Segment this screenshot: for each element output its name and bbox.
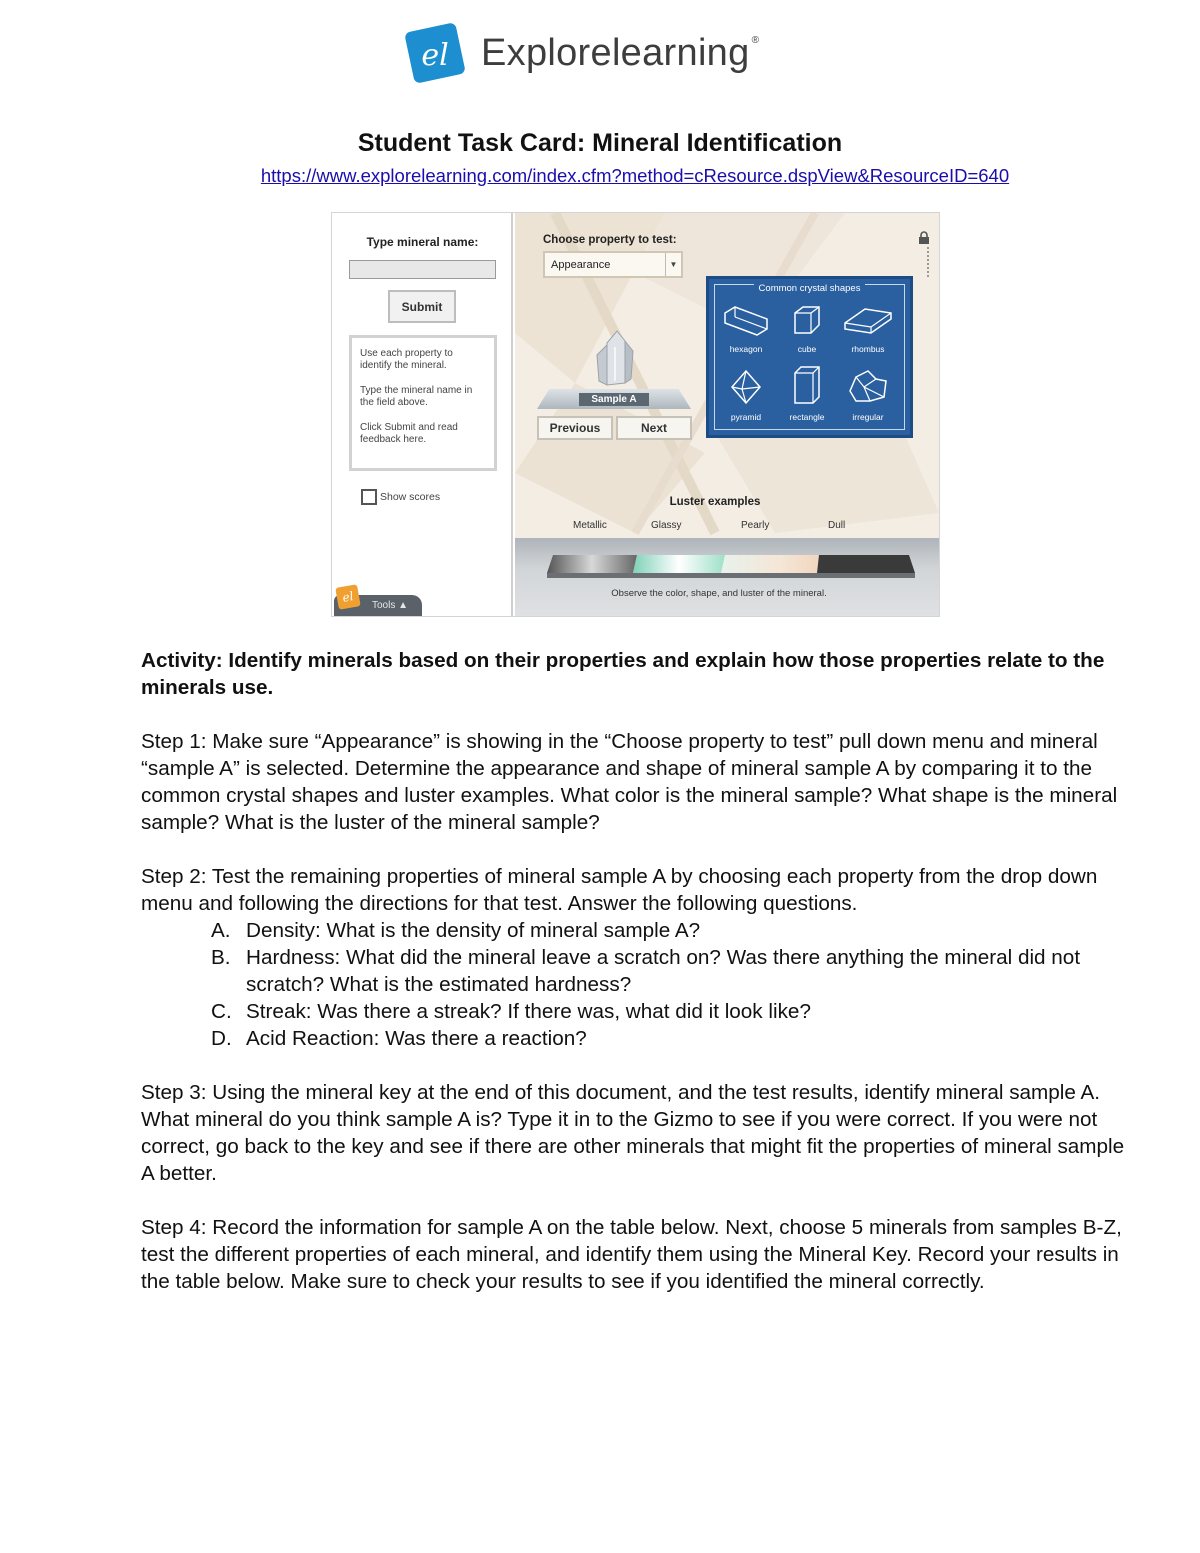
feedback-line: Type the mineral name in the field above. <box>360 385 473 408</box>
svg-text:el: el <box>421 38 449 73</box>
shape-rhombus: rhombus <box>837 303 899 354</box>
el-badge-icon: el <box>335 584 360 609</box>
checkbox-icon[interactable] <box>361 489 377 505</box>
show-scores-checkbox[interactable] <box>361 489 440 505</box>
shape-irregular: irregular <box>837 367 899 422</box>
step-3-text: Step 3: Using the mineral key at the end of this document, and the test results, identify mineral sample A. What mineral do you think sample A is? Type it in to the Gizmo to see if you were correct. If you were not correct, go back to the key and see if there are other minerals that might fit the properties of mineral sample A better. <box>141 1081 1125 1185</box>
crystal-shapes-title: Common crystal shapes <box>709 283 910 294</box>
list-item: C. Streak: Was there a streak? If there was, what did it look like? <box>211 1000 811 1023</box>
property-label: Choose property to test: <box>543 234 677 246</box>
resource-link[interactable]: https://www.explorelearning.com/index.cfm?method=cResource.dspView&ResourceID=640 <box>260 165 1010 186</box>
irregular-shape-icon <box>846 367 890 405</box>
feedback-line: Click Submit and read feedback here. <box>360 422 458 445</box>
shape-cube: cube <box>776 303 838 354</box>
luster-label-metallic: Metallic <box>573 520 607 531</box>
dropdown-arrow-icon[interactable]: ▼ <box>665 253 681 276</box>
rhombus-icon <box>841 303 895 337</box>
luster-label-glassy: Glassy <box>651 520 682 531</box>
pyramid-icon <box>728 369 764 405</box>
next-button[interactable]: Next <box>616 416 692 440</box>
luster-label-dull: Dull <box>828 520 846 531</box>
property-selected: Appearance <box>551 259 611 271</box>
luster-label-pearly: Pearly <box>741 520 770 531</box>
logo-wordmark: Explorelearning ® <box>481 31 760 74</box>
step-4-text: Step 4: Record the information for sample A on the table below. Next, choose 5 minerals from samples B-Z, test the different properties of each mineral, and identify them using the Mineral Key. Record your results in the table below. Make sure to check your results to see if you identified the mineral correctly. <box>141 1216 1122 1293</box>
gizmo-caption: Observe the color, shape, and luster of the mineral. <box>611 588 827 599</box>
gizmo-screenshot <box>331 212 940 617</box>
crystal-shapes-panel <box>706 276 913 438</box>
type-mineral-label: Type mineral name: <box>366 235 479 249</box>
luster-title: Luster examples <box>669 496 761 508</box>
lock-icon[interactable] <box>917 231 931 245</box>
cube-icon <box>789 303 825 337</box>
shape-rectangle: rectangle <box>776 365 838 422</box>
property-dropdown[interactable] <box>543 251 683 278</box>
tools-label: Tools ▲ <box>372 600 409 611</box>
activity-heading: Activity: Identify minerals based on their properties and explain how those properties relate to the minerals use. <box>141 649 1105 699</box>
list-item: D. Acid Reaction: Was there a reaction? <box>211 1027 587 1050</box>
page-title: Student Task Card: Mineral Identification <box>357 129 843 157</box>
feedback-line: Use each property to identify the mineral. <box>360 348 453 371</box>
explorelearning-logo <box>403 20 759 86</box>
step-2-question-list <box>211 917 1141 1052</box>
show-scores-label: Show scores <box>380 491 441 503</box>
gizmo-main-area <box>515 213 939 616</box>
list-item: B. Hardness: What did the mineral leave a scratch on? Was there anything the mineral did not scratch? What is the estimated hardness? <box>211 946 1081 996</box>
list-item: A. Density: What is the density of mineral sample A? <box>211 919 701 942</box>
shape-hexagon: hexagon <box>715 303 777 354</box>
previous-button[interactable]: Previous <box>537 416 613 440</box>
step-2-text: Step 2: Test the remaining properties of mineral sample A by choosing each property from the drop down menu and following the directions for that test. Answer the following questions. <box>141 865 1098 915</box>
luster-samples-strip <box>547 551 915 579</box>
shape-pyramid: pyramid <box>715 369 777 422</box>
hexagon-prism-icon <box>721 303 771 337</box>
quartz-crystal-icon <box>595 329 635 391</box>
feedback-box <box>349 335 497 471</box>
gizmo-left-panel <box>332 213 513 616</box>
step-1-text: Step 1: Make sure “Appearance” is showing in the “Choose property to test” pull down menu and mineral “sample A” is selected. Determine the appearance and shape of mineral sample A by comparing it to the common crystal shapes and luster examples. What color is the mineral sample? What shape is the mineral sample? What is the luster of the mineral sample? <box>141 730 1118 834</box>
resize-handle[interactable] <box>927 247 929 277</box>
sample-label: Sample A <box>537 394 691 408</box>
tools-tab[interactable] <box>334 589 422 617</box>
submit-button[interactable]: Submit <box>388 290 456 323</box>
rectangle-prism-icon <box>789 365 825 405</box>
el-logo-icon <box>403 21 467 85</box>
mineral-name-input[interactable] <box>349 260 496 279</box>
